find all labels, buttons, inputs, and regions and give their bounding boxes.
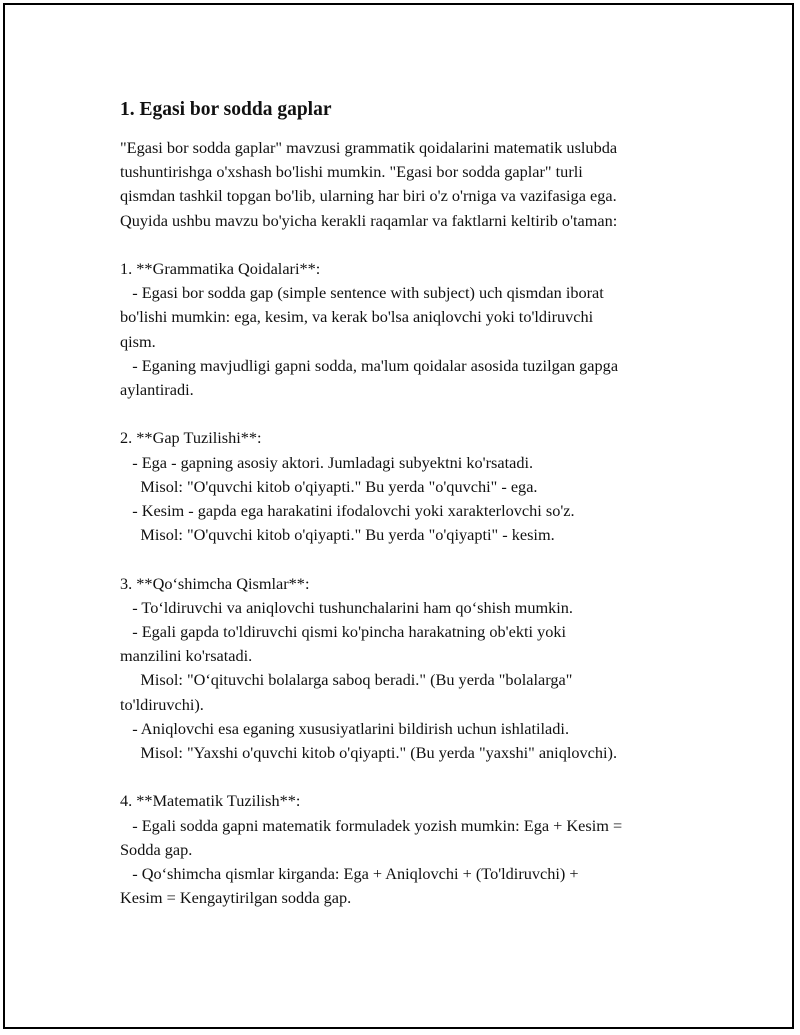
section-heading: 1. **Grammatika Qoidalari**: [120, 259, 321, 278]
document-body [120, 97, 700, 910]
text-line: tushuntirishga o'xshash bo'lishi mumkin. "Egasi bor sodda gaplar" turli [120, 162, 583, 182]
text-line: - Aniqlovchi esa eganing xususiyatlarini bildirish uchun ishlatiladi. [120, 718, 570, 738]
text-line: Sodda gap. [120, 839, 193, 859]
text-line: - Egali sodda gapni matematik formuladek yozish mumkin: Ega + Kesim = [120, 815, 623, 835]
text-line: Misol: "O‘qituvchi bolalarga saboq beradi." (Bu yerda "bolalarga" [120, 670, 573, 690]
document-title: 1. Egasi bor sodda gaplar [120, 99, 332, 120]
section-mathematical-structure [120, 789, 700, 910]
page-frame [3, 3, 794, 1029]
intro-paragraph [120, 136, 700, 233]
section-heading: 4. **Matematik Tuzilish**: [120, 791, 301, 811]
text-line: Kesim = Kengaytirilgan sodda gap. [120, 888, 352, 908]
text-line: Misol: "Yaxshi o'quvchi kitob o'qiyapti." (Bu yerda "yaxshi" aniqlovchi). [120, 743, 618, 763]
text-line: Quyida ushbu mavzu bo'yicha kerakli raqamlar va faktlarni keltirib o'taman: [120, 210, 618, 230]
text-line: - Eganing mavjudligi gapni sodda, ma'lum qoidalar asosida tuzilgan gapga [120, 355, 619, 375]
text-line: - Ega - gapning asosiy aktori. Jumladagi subyektni ko'rsatadi. [120, 452, 534, 472]
text-line: - Egasi bor sodda gap (simple sentence with subject) uch qismdan iborat [120, 283, 604, 303]
section-heading: 3. **Qo‘shimcha Qismlar**: [120, 573, 310, 593]
text-line: "Egasi bor sodda gaplar" mavzusi grammatik qoidalarini matematik uslubda [120, 138, 618, 157]
text-line: aylantiradi. [120, 380, 194, 400]
section-sentence-structure [120, 426, 700, 547]
text-line: - Egali gapda to'ldiruvchi qismi ko'pincha harakatning ob'ekti yoki [120, 622, 567, 642]
text-line: to'ldiruvchi). [120, 694, 204, 714]
text-line: qismdan tashkil topgan bo'lib, ularning har biri o'z o'rniga va vazifasiga ega. [120, 186, 617, 206]
text-line: - Qo‘shimcha qismlar kirganda: Ega + Aniqlovchi + (To'ldiruvchi) + [120, 864, 579, 884]
text-line: qism. [120, 331, 156, 351]
text-line: bo'lishi mumkin: ega, kesim, va kerak bo'lsa aniqlovchi yoki to'ldiruvchi [120, 307, 594, 327]
text-line: Misol: "O'quvchi kitob o'qiyapti." Bu yerda "o'quvchi" - ega. [120, 476, 538, 496]
section-heading: 2. **Gap Tuzilishi**: [120, 428, 262, 448]
text-line: Misol: "O'quvchi kitob o'qiyapti." Bu yerda "o'qiyapti" - kesim. [120, 525, 555, 545]
section-grammar-rules [120, 257, 700, 402]
text-line: - To‘ldiruvchi va aniqlovchi tushunchalarini ham qo‘shish mumkin. [120, 597, 574, 617]
text-line: - Kesim - gapda ega harakatini ifodalovchi yoki xarakterlovchi so'z. [120, 501, 575, 521]
section-additional-parts [120, 572, 700, 766]
text-line: manzilini ko'rsatadi. [120, 646, 253, 666]
